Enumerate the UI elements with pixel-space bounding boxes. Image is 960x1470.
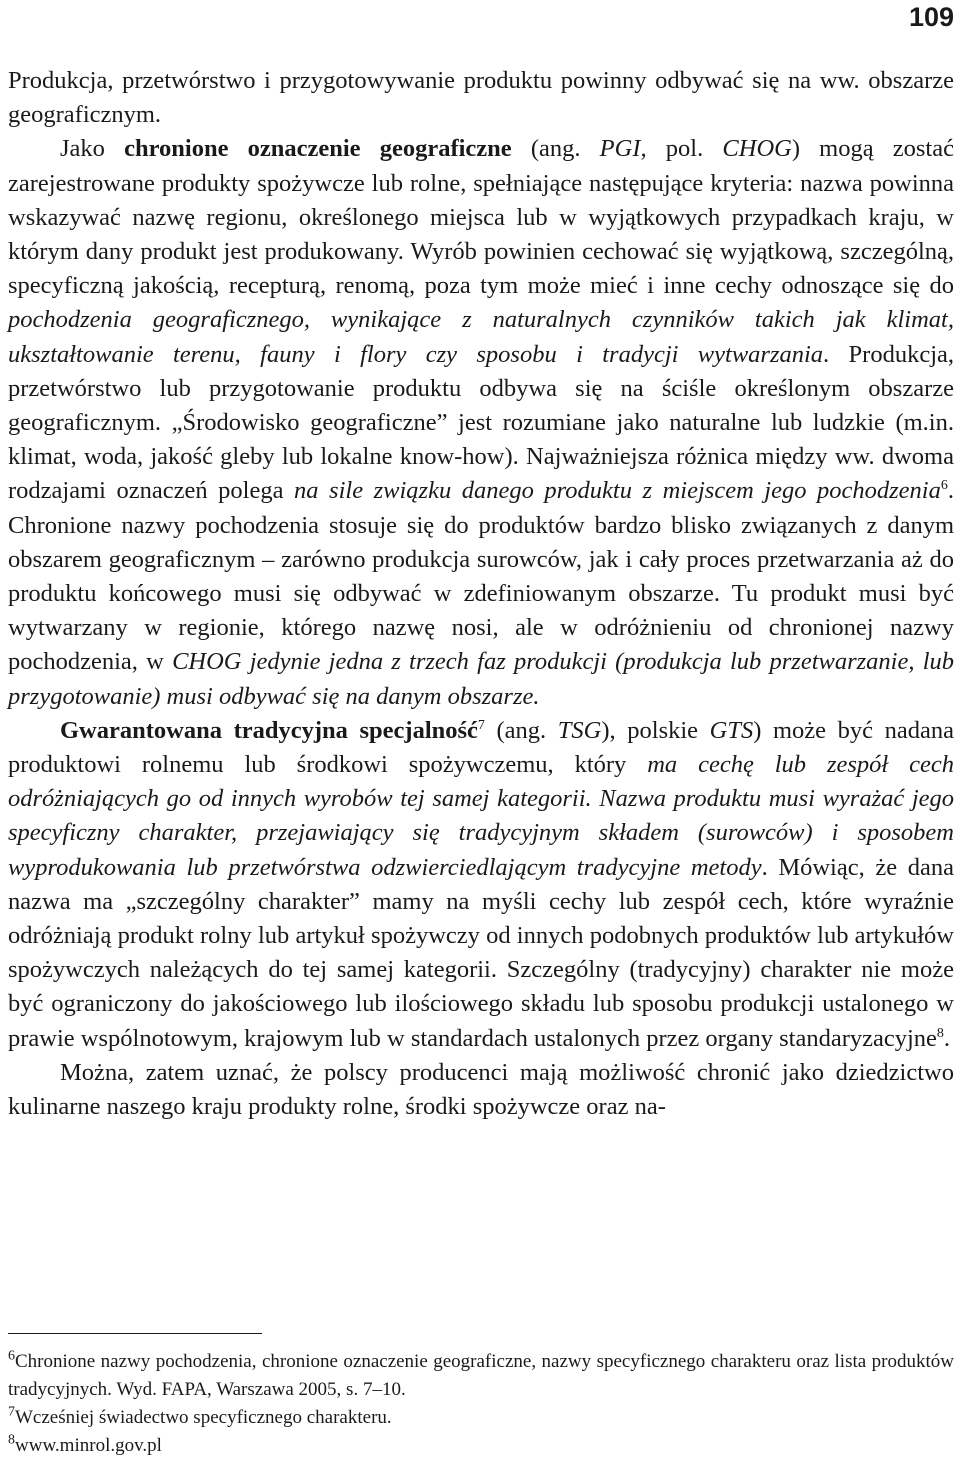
footnote-ref-6[interactable]: 6	[940, 478, 948, 494]
body-text	[8, 64, 954, 1124]
footnote-text: Chronione nazwy pochodzenia, chronione oznaczenie geograficzne, nazwy specyficznego charakteru oraz lista produktów tradycyjnych. Wyd. FAPA, Warszawa 2005, s. 7–10.	[8, 1351, 954, 1400]
footnote-number: 8	[8, 1432, 15, 1448]
italic-run: pochodzenia geograficznego, wynikające z naturalnych czynników takich jak klimat, ukształtowanie terenu, fauny i flory czy sposobu i tradycji wytwarzania	[8, 306, 954, 368]
italic-run: CHOG jedynie jedna z trzech faz produkcji (produkcja lub przetwarzanie, lub przygotowanie) musi odbywać się na danym obszarze.	[8, 648, 954, 710]
term-chronione-oznaczenie: chronione oznaczenie geograficzne	[124, 135, 512, 163]
paragraph-1: Produkcja, przetwórstwo i przygotowywanie produktu powinny odbywać się na ww. obszarze geograficznym.	[8, 67, 954, 129]
italic-run: ma cechę lub zespół cech odróżniających go od innych wyrobów tej samej kategorii. Nazwa produktu musi wyrażać jego specyficzny charakter, przejawiający się tradycyjnym składem (surowców) i sposobem wyprodukowania lub przetwórstwa odzwierciedlającym tradycyjne metody	[8, 751, 954, 881]
footnote-8	[8, 1432, 954, 1460]
footnote-text: Wcześniej świadectwo specyficznego charakteru.	[15, 1407, 392, 1428]
footnote-separator	[8, 1333, 262, 1334]
paragraph-3	[8, 714, 954, 1056]
page-number: 109	[908, 2, 954, 32]
abbr-tsg: TSG	[557, 716, 602, 744]
text-run: Jako	[60, 135, 125, 163]
text-run: ), polskie	[601, 716, 710, 744]
text-run: ) mogą zostać zarejestrowane produkty spożywcze lub rolne, spełniające następujące kryteria: nazwa powinna wskazywać nazwę regionu, określonego miejsca lub w wyjątkowych przypadkach kraju, w którym dany produkt jest produkowany. Wyrób powinien cechować się wyjątkową, szczególną, specyficzną jakością, recepturą, renomą, poza tym może mieć i inne cechy odnoszące się do	[8, 135, 954, 300]
text-run: . Produkcja, przetwórstwo lub przygotowanie produktu odbywa się na ściśle określonym obszarze geograficznym. „Środowisko geograficzne” jest rozumiane jako naturalne lub ludzkie (m.in. klimat, woda, jakość gleby lub lokalne know-how). Najważniejsza różnica między ww. dwoma rodzajami oznaczeń polega	[8, 340, 954, 505]
text-run: .	[943, 1024, 951, 1052]
footnote-6	[8, 1348, 954, 1404]
footnote-7	[8, 1404, 954, 1432]
footnote-number: 7	[8, 1404, 15, 1420]
abbr-pgi: PGI,	[599, 135, 647, 163]
footnote-link[interactable]: www.minrol.gov.pl	[15, 1435, 162, 1456]
text-run: . Chronione nazwy pochodzenia stosuje się do produktów bardzo blisko związanych z danym obszarem geograficznym – zarówno produkcja surowców, jak i cały proces przetwarzania aż do produktu końcowego musi się odbywać w zdefiniowanym obszarze. Tu produkt musi być wytwarzany w regionie, którego nazwę nosi, ale w odróżnieniu od chronionej nazwy pochodzenia, w	[8, 477, 954, 676]
text-run: pol.	[646, 135, 723, 163]
text-run: (ang.	[511, 135, 600, 163]
footnotes	[8, 1348, 954, 1460]
italic-run: na sile związku danego produktu z miejscem jego pochodzenia	[294, 477, 941, 505]
abbr-gts: GTS	[709, 716, 754, 744]
text-run: (ang.	[484, 716, 558, 744]
text-run: ) może być nadana produktowi rolnemu lub środkowi spożywczemu, który	[8, 716, 954, 779]
paragraph-4: Można, zatem uznać, że polscy producenci mają możliwość chronić jako dziedzictwo kulinarne naszego kraju produkty rolne, środki spożywcze oraz na-	[8, 1058, 954, 1121]
paragraph-2	[8, 132, 954, 713]
footnote-ref-7[interactable]: 7	[477, 717, 485, 733]
text-run: . Mówiąc, że dana nazwa ma „szczególny charakter” mamy na myśli cechy lub zespół cech, które wyraźnie odróżniają produkt rolny lub artykuł spożywczy od innych podobnych produktów lub artykułów spożywczych należących do tej samej kategorii. Szczególny (tradycyjny) charakter nie może być ograniczony do jakościowego lub ilościowego składu lub sposobu produkcji ustalonego w prawie wspólnotowym, krajowym lub w standardach ustalonych przez organy standaryzacyjne	[8, 853, 955, 1052]
footnote-ref-8[interactable]: 8	[936, 1025, 944, 1041]
term-gwarantowana-specjalnosc: Gwarantowana tradycyjna specjalność	[60, 716, 478, 744]
footnote-number: 6	[8, 1348, 15, 1364]
abbr-chog: CHOG	[722, 135, 792, 163]
